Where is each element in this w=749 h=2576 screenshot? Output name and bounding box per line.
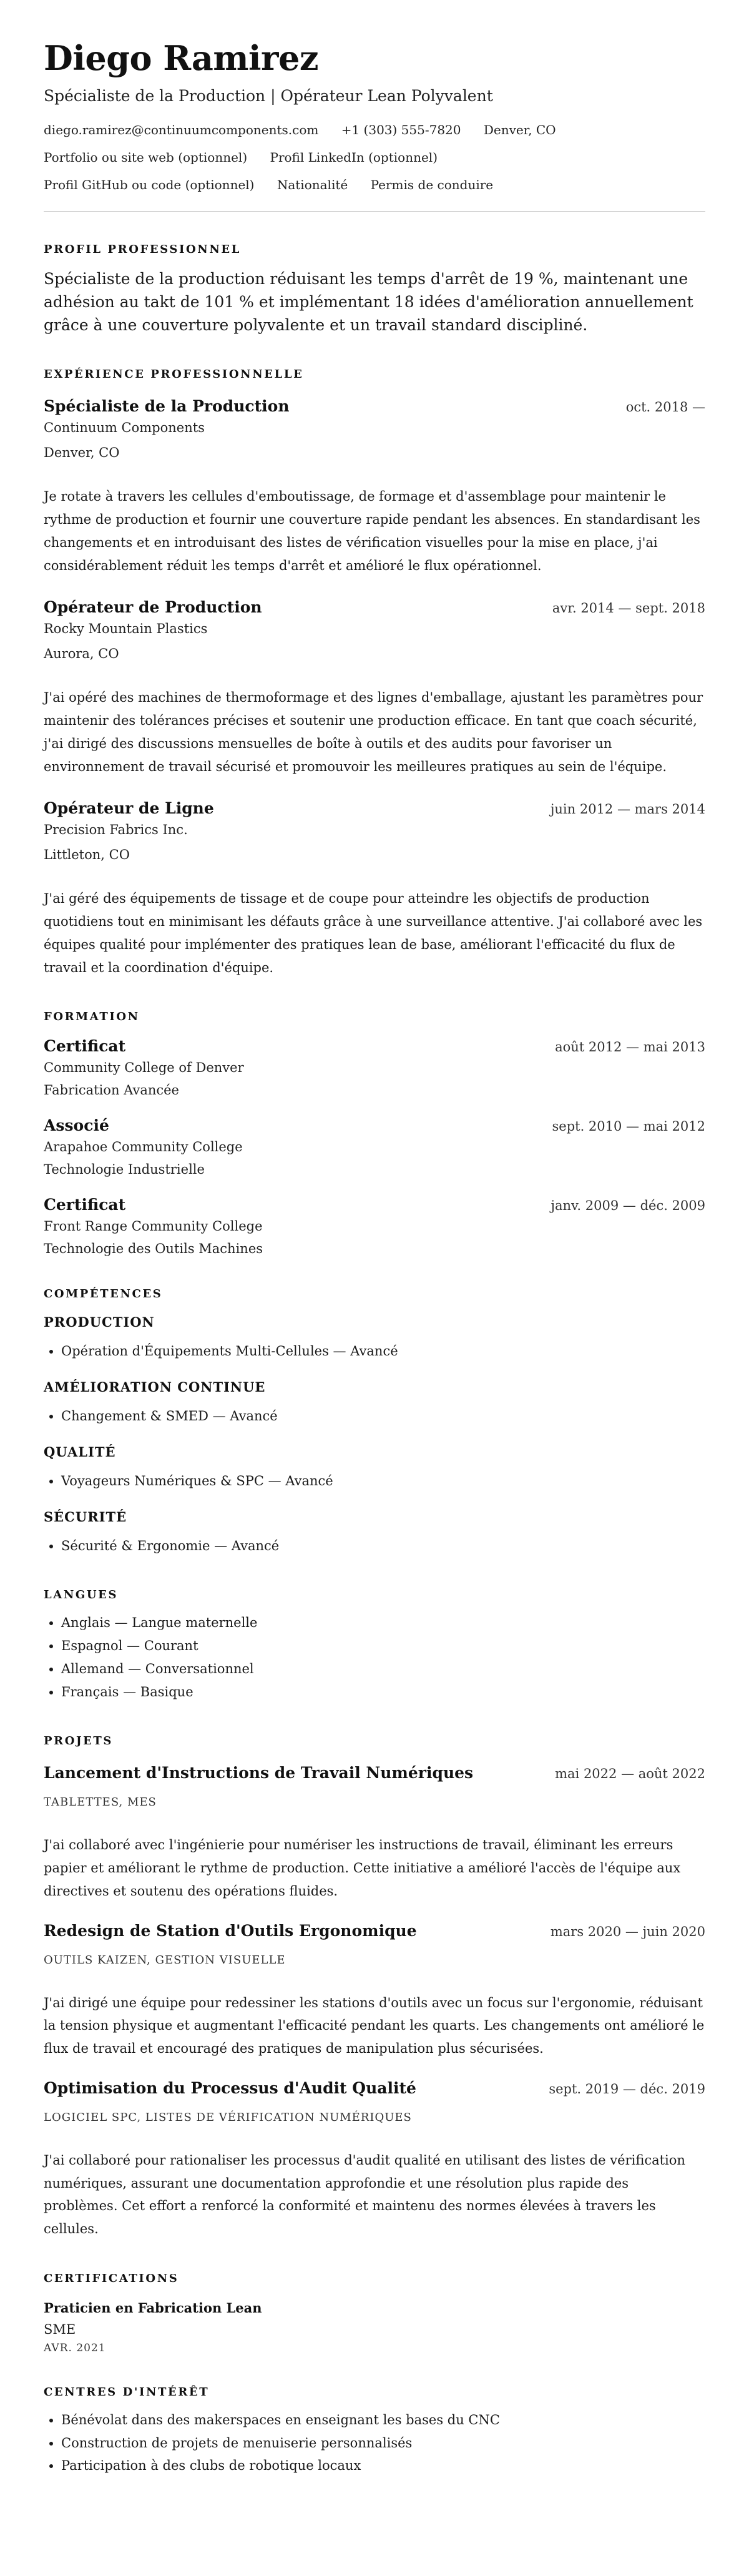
job-description: J'ai opéré des machines de thermoformage et des lignes d'emballage, ajustant les paramètres pour maintenir des tolérances précises et soutenir une production efficace. En tant que coach sécurité, j'ai dirigé des discussions mensuelles de boîte à outils et des audits pour favoriser un environnement de travail sécurisé et promouvoir les meilleures pratiques au sein de l'équipe.: [44, 690, 703, 774]
license-text: Permis de conduire: [370, 177, 494, 193]
project-header: [44, 2079, 705, 2097]
job-entry: [44, 598, 705, 778]
summary-section: [44, 243, 705, 337]
project-entry: [44, 1764, 705, 1902]
education-section: [44, 1010, 705, 1256]
projects-section: [44, 1734, 705, 2241]
project-dates: sept. 2019 — déc. 2019: [549, 2081, 705, 2097]
job-location: Littleton, CO: [44, 847, 130, 863]
github-link[interactable]: Profil GitHub ou code (optionnel): [44, 177, 255, 193]
project-title: Lancement d'Instructions de Travail Numériques: [44, 1764, 474, 1782]
education-school: Front Range Community College: [44, 1219, 263, 1234]
skill-list: [44, 1340, 705, 1363]
job-description: J'ai géré des équipements de tissage et de coupe pour atteindre les objectifs de production quotidiens tout en minimisant les défauts grâce à une surveillance attentive. J'ai collaboré avec les équipes qualité pour implémenter des pratiques lean de base, améliorant l'efficacité du flux de travail et la coordination d'équipe.: [44, 891, 703, 975]
education-header: [44, 1037, 705, 1055]
candidate-headline: Spécialiste de la Production | Opérateur Lean Polyvalent: [44, 87, 493, 106]
job-title: Opérateur de Ligne: [44, 799, 214, 818]
experience-title: EXPÉRIENCE PROFESSIONNELLE: [44, 368, 304, 381]
job-header: [44, 397, 705, 415]
job-company: Precision Fabrics Inc.: [44, 822, 188, 838]
contact-line-primary: [44, 122, 705, 137]
project-entry: [44, 2079, 705, 2241]
project-tech: OUTILS KAIZEN, GESTION VISUELLE: [44, 1953, 286, 1967]
job-company: Rocky Mountain Plastics: [44, 621, 208, 637]
language-list: [44, 1611, 705, 1703]
linkedin-link[interactable]: Profil LinkedIn (optionnel): [270, 150, 438, 165]
education-degree: Associé: [44, 1116, 109, 1135]
summary-title: PROFIL PROFESSIONNEL: [44, 243, 241, 257]
skill-list: [44, 1470, 705, 1493]
contact-line-extra: [44, 177, 705, 192]
skill-category: AMÉLIORATION CONTINUE: [44, 1379, 266, 1395]
project-description: J'ai collaboré pour rationaliser les processus d'audit qualité en utilisant des listes de vérification numériques, assurant une documentation approfondie et une résolution plus rapide des problèmes. Cet effort a renforcé la conformité et maintenu des normes élevées à travers les cellules.: [44, 2152, 685, 2237]
skill-category: SÉCURITÉ: [44, 1508, 127, 1525]
skill-item: • Sécurité & Ergonomie — Avancé: [61, 1535, 705, 1558]
project-title: Optimisation du Processus d'Audit Qualité: [44, 2078, 416, 2097]
job-description: Je rotate à travers les cellules d'emboutissage, de formage et d'assemblage pour maintenir le rythme de production et fournir une couverture rapide pendant les absences. En standardisant les changements et en introduisant des listes de vérification visuelles pour la mise en place, j'ai considérablement réduit les temps d'arrêt et amélioré le flux opérationnel.: [44, 489, 700, 573]
skill-list: [44, 1535, 705, 1558]
project-tech: TABLETTES, MES: [44, 1796, 157, 1809]
project-dates: mars 2020 — juin 2020: [550, 1924, 705, 1939]
certification-name: Praticien en Fabrication Lean: [44, 2299, 262, 2316]
job-dates: oct. 2018 —: [625, 400, 705, 415]
education-degree: Certificat: [44, 1196, 126, 1214]
certification-issuer: SME: [44, 2321, 76, 2337]
project-header: [44, 1764, 705, 1782]
languages-section: [44, 1588, 705, 1703]
certification-date: AVR. 2021: [44, 2341, 106, 2354]
language-item: • Français — Basique: [61, 1681, 705, 1704]
education-school: Community College of Denver: [44, 1060, 244, 1076]
job-dates: juin 2012 — mars 2014: [550, 802, 705, 817]
education-dates: août 2012 — mai 2013: [555, 1040, 705, 1055]
project-description: J'ai dirigé une équipe pour redessiner les stations d'outils avec un focus sur l'ergonomie, réduisant la tension physique et augmentant l'efficacité pendant les quarts. Les changements ont amélioré le flux de travail et encouragé des pratiques de manipulation plus sécurisées.: [44, 1995, 705, 2057]
education-school: Arapahoe Community College: [44, 1139, 243, 1155]
skill-item: • Opération d'Équipements Multi-Cellules — Avancé: [61, 1340, 705, 1363]
skill-item: • Voyageurs Numériques & SPC — Avancé: [61, 1470, 705, 1493]
phone-link[interactable]: +1 (303) 555-7820: [341, 122, 461, 138]
job-header: [44, 799, 705, 817]
education-field: Technologie Industrielle: [44, 1162, 205, 1177]
education-dates: janv. 2009 — déc. 2009: [551, 1198, 705, 1214]
education-dates: sept. 2010 — mai 2012: [552, 1119, 705, 1134]
interest-item: • Participation à des clubs de robotique locaux: [61, 2454, 705, 2477]
interest-item: • Construction de projets de menuiserie personnalisés: [61, 2432, 705, 2455]
experience-section: [44, 368, 705, 979]
education-header: [44, 1116, 705, 1134]
skill-category: QUALITÉ: [44, 1443, 116, 1460]
candidate-name: Diego Ramirez: [44, 38, 319, 78]
project-entry: [44, 1922, 705, 2060]
summary-text: Spécialiste de la production réduisant les temps d'arrêt de 19 %, maintenant une adhésion au takt de 101 % et implémentant 18 idées d'amélioration annuellement grâce à une couverture polyvalente et un travail standard discipliné.: [44, 270, 693, 335]
skill-category: PRODUCTION: [44, 1314, 155, 1330]
certifications-title: CERTIFICATIONS: [44, 2271, 179, 2285]
language-item: • Anglais — Langue maternelle: [61, 1611, 705, 1635]
skill-list: [44, 1405, 705, 1428]
skill-item: • Changement & SMED — Avancé: [61, 1405, 705, 1428]
skills-section: [44, 1287, 705, 1557]
project-title: Redesign de Station d'Outils Ergonomique: [44, 1921, 417, 1940]
education-title: FORMATION: [44, 1010, 140, 1024]
job-entry: [44, 799, 705, 979]
projects-title: PROJETS: [44, 1734, 114, 1748]
education-entry: [44, 1037, 705, 1098]
interest-item: • Bénévolat dans des makerspaces en enseignant les bases du CNC: [61, 2409, 705, 2432]
education-header: [44, 1196, 705, 1214]
job-dates: avr. 2014 — sept. 2018: [552, 601, 705, 616]
education-entry: [44, 1196, 705, 1256]
education-field: Technologie des Outils Machines: [44, 1241, 263, 1257]
nationality-text: Nationalité: [277, 177, 348, 193]
education-field: Fabrication Avancée: [44, 1083, 179, 1098]
project-tech: LOGICIEL SPC, LISTES DE VÉRIFICATION NUMÉRIQUES: [44, 2110, 412, 2124]
header-divider: [44, 211, 705, 212]
language-item: • Espagnol — Courant: [61, 1635, 705, 1658]
skills-title: COMPÉTENCES: [44, 1287, 163, 1301]
job-title: Spécialiste de la Production: [44, 397, 290, 416]
interest-list: [44, 2409, 705, 2477]
job-header: [44, 598, 705, 616]
job-entry: [44, 397, 705, 577]
certification-entry: [44, 2300, 705, 2354]
language-item: • Allemand — Conversationnel: [61, 1658, 705, 1681]
project-description: J'ai collaboré avec l'ingénierie pour numériser les instructions de travail, éliminant les erreurs papier et améliorant le rythme de production. Cette initiative a amélioré l'accès de l'équipe aux directives et soutenu des opérations fluides.: [44, 1837, 681, 1899]
job-title: Opérateur de Production: [44, 598, 262, 617]
job-location: Aurora, CO: [44, 646, 119, 662]
project-dates: mai 2022 — août 2022: [555, 1766, 705, 1782]
resume-header: [44, 40, 705, 212]
job-company: Continuum Components: [44, 420, 205, 436]
email-link[interactable]: diego.ramirez@continuumcomponents.com: [44, 122, 319, 138]
education-degree: Certificat: [44, 1037, 126, 1056]
portfolio-link[interactable]: Portfolio ou site web (optionnel): [44, 150, 248, 165]
languages-title: LANGUES: [44, 1588, 119, 1602]
location-text: Denver, CO: [483, 122, 556, 138]
interests-title: CENTRES D'INTÉRÊT: [44, 2385, 210, 2399]
interests-section: [44, 2386, 705, 2477]
project-header: [44, 1922, 705, 1940]
job-location: Denver, CO: [44, 445, 120, 461]
education-entry: [44, 1116, 705, 1177]
contact-line-links: [44, 150, 705, 165]
certifications-section: [44, 2272, 705, 2354]
